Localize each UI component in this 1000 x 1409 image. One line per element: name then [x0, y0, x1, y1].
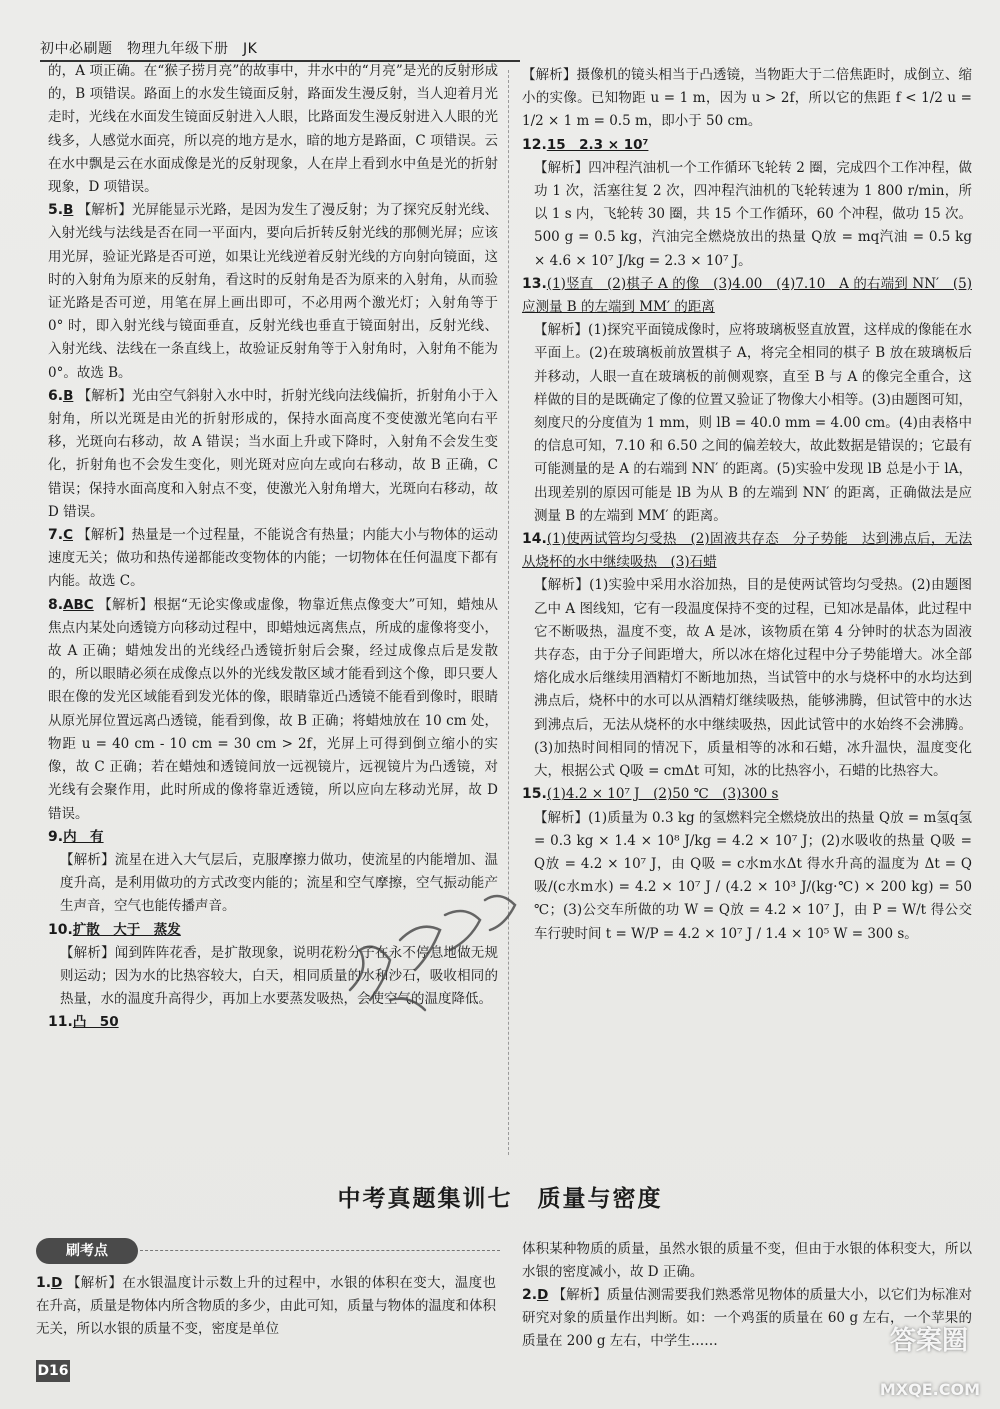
question-number: 6. — [48, 387, 64, 404]
answer-text: 【解析】质量估测需要我们熟悉常见物体的质量大小，以它们为标准对研究对象的质量作出判断。如：一个鸡蛋的质量在 60 g 左右，一个苹果的质量在 200 g 左右，中学生…… — [522, 1287, 973, 1349]
answer-text: 体积某种物质的质量，虽然水银的质量不变，但由于水银的体积变大，所以水银的密度减小，故 D 正确。 — [522, 1241, 972, 1280]
page-number: D16 — [36, 1360, 70, 1382]
answer-text: 【解析】(1)质量为 0.3 kg 的氢燃料完全燃烧放出的热量 Q放 = m氢q氢 = 0.3 kg × 1.4 × 10⁸ J/kg = 4.2 × 10⁷ J；(2)水吸收的热量 Q吸 = Q放 = 4.2 × 10⁷ J，由 Q吸 = c水m水Δt 得水升高的温度为 Δt = Q吸/(c水m水) = 4.2 × 10⁷ J / (4.2 × 10³ J/(kg·℃) × 200 kg) = 50 ℃；(3)公交车所做的功 W = Q放 = 4.2 × 10⁷ J，由 P = W/t 得公交车行驶时间 t = W/P = 4.2 × 10⁷ J / 1.4 × 10⁵ W = 300 s。 — [534, 809, 972, 942]
watermark-logo: 答案圈 — [889, 1326, 968, 1356]
answer-text: 【解析】(1)探究平面镜成像时，应将玻璃板竖直放置，这样成的像能在水平面上。(2)在玻璃板前放置棋子 A，将完全相同的棋子 B 放在玻璃板后并移动，人眼一直在玻璃板的前侧观察，直至 B 与 A 的像完全重合，这样做的目的是既确定了像的位置又验证了物像大小相等。(3)由题图可知，刻度尺的分度值为 1 mm，则 lB = 40.0 mm = 4.00 cm。(4)由表格中的信息可知，7.10 和 6.50 之间的偏差较大，故此数据是错误的；它最有可能测量的是 A 的右端到 NN′ 的距离。(5)实验中发现 lB 总是小于 lA，出现差别的原因可能是 lB 为从 B 的左端到 NN′ 的距离，正确做法是应测量 B 的左端到 MM′ 的距离。 — [534, 322, 972, 524]
page-header: 初中必刷题 物理九年级下册 JK — [40, 38, 520, 62]
question-number: 2. — [522, 1287, 538, 1303]
answer-key: C — [63, 527, 73, 544]
answer-key: (1)使两试管均匀受热 (2)固液共存态 分子势能 达到沸点后，无法从烧杯的水中继续吸热 (3)石蜡 — [522, 531, 972, 571]
answer-key: D — [537, 1287, 549, 1303]
answer-key: B — [63, 202, 74, 219]
answer-item-6 — [48, 385, 498, 524]
answer-key: 内 有 — [63, 828, 104, 845]
answer-text: 【解析】在水银温度计示数上升的过程中，水银的体积在变大，温度也在升高，质量是物体内所含物质的多少，由此可知，质量与物体的温度和体积无关，所以水银的质量不变，密度是单位 — [36, 1275, 497, 1337]
answer-item-13 — [522, 273, 972, 528]
answer-item-15 — [522, 783, 972, 945]
question-number: 5. — [48, 202, 64, 219]
section-title: 中考真题集训七 质量与密度 — [337, 1186, 663, 1212]
answer-key: (1)竖直 (2)棋子 A 的像 (3)4.00 (4)7.10 A 的右端到 NN′ (5)应测量 B 的左端到 MM′ 的距离 — [522, 275, 972, 316]
question-number: 11. — [48, 1014, 73, 1031]
answer-key: D — [51, 1275, 63, 1291]
answer-item-5 — [48, 199, 498, 385]
answer-text: 的，A 项正确。在“猴子捞月亮”的故事中，井水中的“月亮”是光的反射形成的，B 项错误。路面上的水发生镜面反射，路面发生漫反射，当人迎着月光走时，光线在水面发生镜面反射进入人眼，比路面发生漫反射进入人眼的光线多，人感觉水面亮，所以亮的地方是水，暗的地方是路面，C 项错误。云在水中飘是云在水面成像是光的反射现象，人在岸上看到水中鱼是光的折射现象，D 项错误。 — [48, 63, 498, 196]
answer-item-8 — [48, 594, 498, 826]
answer-item-continued — [48, 60, 498, 199]
question-number: 15. — [522, 786, 547, 803]
answer-text: 【解析】光由空气斜射入水中时，折射光线向法线偏折，折射角小于入射角，所以光斑是由光的折射形成的，保持水面高度不变使激光笔向右平移，光斑向右移动，故 A 错误；当水面上升或下降时，入射角不会发生变化，折射角也不会发生变化，则光斑对应向左或向右移动，故 B 正确，C 错误；保持水面高度和入射点不变，使激光入射角增大，光斑向右移动，故 D 错误。 — [48, 387, 499, 520]
answer-item-11-analysis — [522, 64, 972, 134]
answer-item-7 — [48, 524, 498, 594]
answer-key: 15 2.3 × 10⁷ — [546, 136, 649, 153]
question-number: 8. — [48, 596, 64, 613]
answer-key: B — [63, 387, 74, 404]
answer-key: 扩散 大于 蒸发 — [72, 921, 181, 938]
answer-item-12 — [522, 134, 972, 273]
section-tag: 刷考点 — [36, 1238, 138, 1264]
answer-key: (1)4.2 × 10⁷ J (2)50 ℃ (3)300 s — [546, 786, 779, 803]
answer-text: 【解析】根据“无论实像或虚像，物靠近焦点像变大”可知，蜡烛从焦点内某处向透镜方向移动过程中，即蜡烛远离焦点，所成的虚像将变小，故 A 正确；蜡烛发出的光线经凸透镜折射后会聚，经过成像点后是发散的，所以眼睛必须在成像点以外的光线发散区域才能看到这个像，即只要人眼在像的发光区域能看到发光体的像，眼睛靠近凸透镜不能看到像时，眼睛从原光屏位置远离凸透镜，能看到像，故 B 正确；将蜡烛放在 10 cm 处，物距 u = 40 cm - 10 cm = 30 cm > 2f，光屏上可得到倒立缩小的实像，故 C 正确；若在蜡烛和透镜间放一远视镜片，远视镜片为凸透镜，对光线有会聚作用，此时所成的像将靠近透镜，所以应向左移动光屏，故 D 错误。 — [48, 596, 498, 822]
answer-key: ABC — [63, 596, 94, 613]
handwritten-stamp — [330, 880, 530, 1030]
question-number: 10. — [48, 921, 73, 938]
answer-text: 【解析】四冲程汽油机一个工作循环飞轮转 2 圈，完成四个工作冲程，做功 1 次，活塞往复 2 次，四冲程汽油机的飞轮转速为 1 800 r/min，所以 1 s 内，飞轮转 30 圈，共 15 个工作循环，60 个冲程，做功 15 次。500 g = 0.5 kg，汽油完全燃烧放出的热量 Q放 = mq汽油 = 0.5 kg × 4.6 × 10⁷ J/kg = 2.3 × 10⁷ J。 — [534, 159, 972, 269]
answer-key: 凸 50 — [72, 1014, 119, 1031]
answer-text: 【解析】(1)实验中采用水浴加热，目的是使两试管均匀受热。(2)由题图乙中 A 图线知，它有一段温度保持不变的过程，已知冰是晶体，此过程中它不断吸热，温度不变，故 A 是冰，该物质在第 4 分钟时的状态为固液共存态，由于分子间距增大，所以冰在熔化过程中分子势能增大。冰全部熔化成水后继续用酒精灯不断地加热，当试管中的水与烧杯中的水均达到沸点后，烧杯中的水可以从酒精灯继续吸热，能够沸腾，但试管中的水达到沸点后，无法从烧杯的水中继续吸热，因此试管中的水始终不会沸腾。(3)加热时间相同的情况下，质量相等的冰和石蜡，冰升温快，温度变化大，根据公式 Q吸 = cmΔt 可知，冰的比热容小，石蜡的比热容大。 — [534, 577, 972, 780]
watermark-url: MXQE.COM — [879, 1380, 980, 1399]
bottom-left-column — [36, 1272, 496, 1341]
answer-item-14 — [522, 528, 972, 783]
question-number: 7. — [48, 527, 64, 544]
question-number: 9. — [48, 828, 64, 845]
question-number: 14. — [522, 531, 547, 548]
right-column — [522, 64, 972, 946]
answer-text: 【解析】闻到阵阵花香，是扩散现象，说明花粉分子在永不停息地做无规则运动；因为水的比热容较大，白天，相同质量的水和沙石，吸收相同的热量，水的温度升高得少，再加上水要蒸发吸热，会使空气的温度降低。 — [60, 944, 498, 1008]
question-number: 1. — [36, 1275, 52, 1291]
answer-text: 【解析】摄像机的镜头相当于凸透镜，当物距大于二倍焦距时，成倒立、缩小的实像。已知物距 u = 1 m，因为 u > 2f，所以它的焦距 f < 1/2 u = 1/2 × 1 m = 0.5 m，即小于 50 cm。 — [522, 67, 972, 130]
answer-text: 【解析】流星在进入大气层后，克服摩擦力做功，使流星的内能增加、温度升高，是利用做功的方式改变内能的；流星和空气摩擦，空气振动能产生声音，空气也能传播声音。 — [60, 851, 498, 915]
question-number: 13. — [522, 275, 547, 292]
tag-divider — [140, 1250, 500, 1251]
answer-text: 【解析】光屏能显示光路，是因为发生了漫反射；为了探究反射光线、入射光线与法线是否在同一平面内，要向后折转反射光线的那侧光屏；应该用光屏，验证光路是否可逆，如果让光线逆着反射光线的方向射向镜面，这时的入射角为原来的反射角，看这时的反射角是否为原来的入射角，从而验证光路是否可逆，用笔在屏上画出即可，不必用两个激光灯；入射角等于 0° 时，即入射光线与镜面垂直，反射光线也垂直于镜面射出，反射光线、入射光线、法线在一条直线上，故验证反射角等于入射角时，入射角不能为 0°。故选 B。 — [48, 202, 499, 381]
question-number: 12. — [522, 136, 547, 153]
answer-text: 【解析】热量是一个过程量，不能说含有热量；内能大小与物体的运动速度无关；做功和热传递都能改变物体的内能；一切物体在任何温度下都有内能。故选 C。 — [48, 527, 499, 590]
